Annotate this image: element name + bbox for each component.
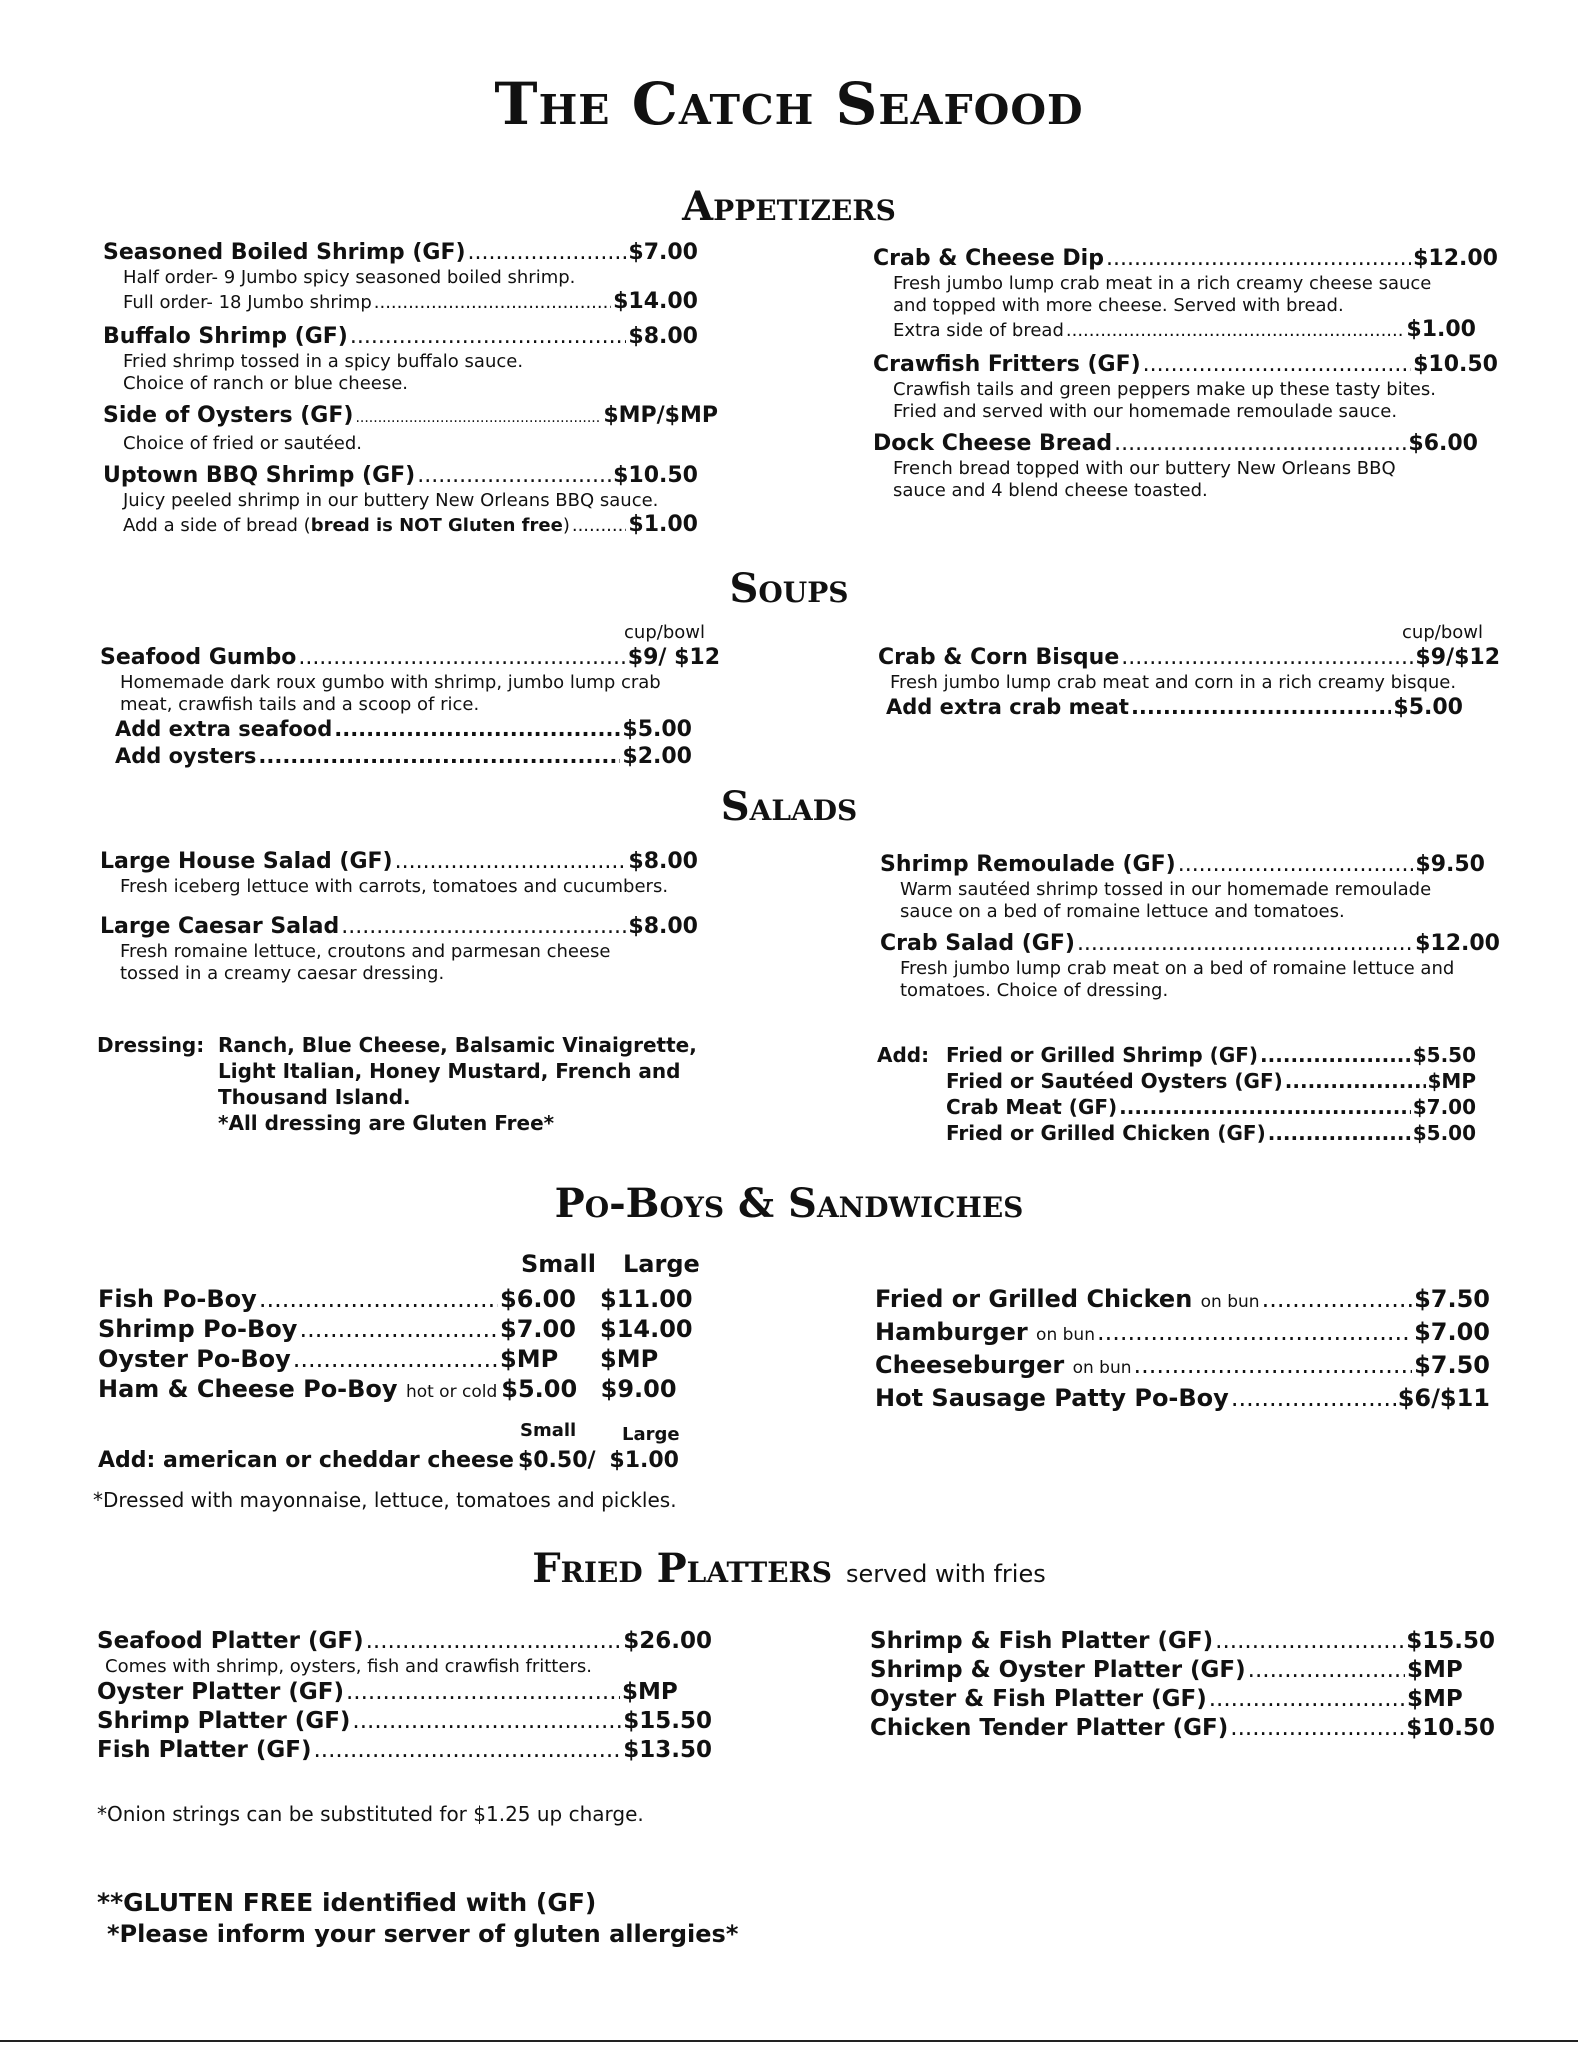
addon-price: $MP [1427, 1069, 1476, 1093]
item-price: $12.00 [1413, 246, 1498, 271]
item-description: Crawfish tails and green peppers make up these tasty bites. [893, 379, 1436, 400]
menu-item [98, 1344, 710, 1374]
gluten-free-note: **GLUTEN FREE identified with (GF) [97, 1888, 597, 1917]
item-price: $MP/$MP [603, 403, 718, 428]
section-soups-heading: Soups [729, 565, 849, 612]
item-description: Fresh jumbo lump crab meat on a bed of romaine lettuce and [900, 958, 1455, 979]
addon-name: Fried or Grilled Shrimp (GF) [946, 1043, 1259, 1067]
item-description: Juicy peeled shrimp in our buttery New Orleans BBQ sauce. [123, 490, 659, 511]
item-option-price: $1.00 [628, 512, 698, 537]
addon-name: Crab Meat (GF) [946, 1095, 1118, 1119]
salads-right-column [880, 850, 1500, 1008]
size-small-header: Small [521, 1250, 596, 1278]
item-price: $15.50 [1406, 1628, 1495, 1654]
item-price: $9/ $12 [627, 645, 720, 670]
addon-name: Fried or Grilled Chicken (GF) [946, 1121, 1266, 1145]
cup-bowl-label: cup/bowl [1402, 622, 1483, 643]
soups-left-column [100, 622, 720, 770]
item-name: Seafood Platter (GF) [97, 1628, 364, 1654]
item-name: Oyster Po-Boy [98, 1345, 291, 1373]
item-name: Hot Sausage Patty Po-Boy [875, 1384, 1229, 1412]
menu-item [98, 1284, 710, 1314]
item-description: Comes with shrimp, oysters, fish and crawfish fritters. [105, 1656, 592, 1677]
salad-add-ons [946, 1042, 1476, 1146]
item-name: Shrimp & Oyster Platter (GF) [870, 1657, 1246, 1683]
addon-price: $5.50 [1412, 1043, 1476, 1067]
platters-left-column [97, 1627, 712, 1765]
item-name: Seafood Gumbo [100, 645, 297, 670]
item-description: tomatoes. Choice of dressing. [900, 980, 1169, 1001]
item-description: sauce on a bed of romaine lettuce and tomatoes. [900, 901, 1345, 922]
item-name: Ham & Cheese Po-Boy hot or cold [98, 1375, 498, 1403]
item-option: Add oysters [115, 744, 257, 768]
item-price: $12.00 [1415, 931, 1500, 956]
item-name: Seasoned Boiled Shrimp (GF) [103, 240, 466, 265]
item-description: French bread topped with our buttery New Orleans BBQ [893, 458, 1396, 479]
item-price: $MP [622, 1679, 678, 1705]
item-price: $10.50 [1406, 1715, 1495, 1741]
allergy-note: *Please inform your server of gluten allergies* [107, 1920, 739, 1948]
item-price: $7.50 [1414, 1351, 1490, 1379]
item-price: $6/$11 [1397, 1384, 1490, 1412]
item-description: Homemade dark roux gumbo with shrimp, jumbo lump crab [120, 672, 661, 693]
item-name: Oyster & Fish Platter (GF) [870, 1686, 1207, 1712]
item-price: $9.50 [1415, 852, 1485, 877]
item-name: Crab & Corn Bisque [878, 645, 1120, 670]
menu-item [100, 847, 698, 898]
menu-item [98, 1374, 710, 1407]
salad-add-label: Add: [877, 1043, 930, 1067]
addon-price-large: $1.00 [609, 1448, 679, 1473]
cup-bowl-label: cup/bowl [624, 622, 705, 643]
addon-price: $5.00 [1412, 1121, 1476, 1145]
appetizers-right-column [873, 244, 1498, 508]
item-price-small: $5.00 [501, 1375, 578, 1403]
menu-item [103, 238, 698, 316]
platters-note: served with fries [845, 1560, 1046, 1588]
dressed-note: *Dressed with mayonnaise, lettuce, tomatoes and pickles. [93, 1488, 677, 1512]
item-price: $8.00 [628, 849, 698, 874]
item-name: Fish Po-Boy [98, 1285, 257, 1313]
cheese-addon [98, 1446, 710, 1476]
item-option-price: $5.00 [622, 717, 692, 742]
cheese-large-header: Large [622, 1424, 680, 1445]
item-price: $10.50 [613, 463, 698, 488]
item-price: $MP [1407, 1657, 1463, 1683]
section-poboys-heading: Po-Boys & Sandwiches [554, 1180, 1024, 1227]
poboys-left-column [98, 1284, 710, 1407]
menu-item [873, 244, 1498, 344]
item-name: Shrimp Platter (GF) [97, 1708, 351, 1734]
menu-item [880, 850, 1485, 923]
item-option: Add extra crab meat [886, 695, 1129, 719]
item-name: Shrimp Po-Boy [98, 1315, 298, 1343]
menu-item [880, 929, 1500, 1002]
platters-right-column [870, 1627, 1495, 1743]
item-option-price: $5.00 [1393, 695, 1463, 720]
appetizers-left-column [103, 238, 718, 545]
item-option-price: $1.00 [1406, 317, 1476, 342]
item-name: Large House Salad (GF) [100, 849, 393, 874]
section-salads-heading: Salads [720, 783, 858, 830]
item-name: Shrimp Remoulade (GF) [880, 852, 1176, 877]
item-option-price: $14.00 [613, 289, 698, 314]
item-description: Fresh jumbo lump crab meat and corn in a rich creamy bisque. [890, 672, 1457, 693]
item-price: $8.00 [628, 914, 698, 939]
item-price: $13.50 [623, 1737, 712, 1763]
dressing-label: Dressing: [97, 1033, 205, 1057]
item-description: Fresh jumbo lump crab meat in a rich creamy cheese sauce [893, 273, 1432, 294]
item-name: Shrimp & Fish Platter (GF) [870, 1628, 1214, 1654]
item-name: Oyster Platter (GF) [97, 1679, 344, 1705]
menu-title: The Catch Seafood [494, 70, 1084, 138]
item-price: $26.00 [623, 1628, 712, 1654]
addon-price: $7.00 [1412, 1095, 1476, 1119]
item-description: Choice of ranch or blue cheese. [123, 373, 409, 394]
item-name: Crab & Cheese Dip [873, 246, 1104, 271]
size-large-header: Large [623, 1250, 700, 1278]
menu-item [875, 1317, 1490, 1350]
item-name: Cheeseburger on bun [875, 1351, 1132, 1379]
item-option-price: $2.00 [622, 744, 692, 769]
menu-item [875, 1284, 1490, 1317]
poboys-right-column [875, 1284, 1490, 1413]
cheese-small-header: Small [520, 1420, 577, 1441]
item-price-small: $7.00 [500, 1315, 576, 1343]
item-price-large: $9.00 [600, 1375, 677, 1403]
section-appetizers-heading: Appetizers [682, 183, 896, 230]
menu-item [103, 461, 698, 539]
item-price: $7.00 [1414, 1318, 1490, 1346]
item-price: $MP [1407, 1686, 1463, 1712]
item-price-large: $14.00 [600, 1315, 693, 1343]
item-option: Extra side of bread [893, 320, 1064, 341]
item-name: Chicken Tender Platter (GF) [870, 1715, 1229, 1741]
item-option: Add a side of bread (bread is NOT Gluten free) [123, 515, 570, 536]
item-price: $15.50 [623, 1708, 712, 1734]
item-price: $9/$12 [1415, 645, 1500, 670]
item-price-large: $11.00 [600, 1285, 693, 1313]
menu-item [875, 1350, 1490, 1383]
item-price-small: $MP [500, 1345, 559, 1373]
item-name: Crab Salad (GF) [880, 931, 1075, 956]
item-name: Fish Platter (GF) [97, 1737, 312, 1763]
menu-item [103, 322, 698, 395]
item-description: Warm sautéed shrimp tossed in our homemade remoulade [900, 879, 1432, 900]
item-description: Fresh iceberg lettuce with carrots, tomatoes and cucumbers. [120, 876, 669, 897]
item-name: Uptown BBQ Shrimp (GF) [103, 463, 416, 488]
addon-name: Fried or Sautéed Oysters (GF) [946, 1069, 1283, 1093]
item-name: Side of Oysters (GF) [103, 403, 354, 428]
item-name: Fried or Grilled Chicken on bun [875, 1285, 1260, 1313]
item-price-large: $MP [600, 1345, 659, 1373]
salads-left-column [100, 847, 698, 991]
item-price-small: $6.00 [500, 1285, 576, 1313]
item-description: Fried shrimp tossed in a spicy buffalo sauce. [123, 351, 524, 372]
item-name: Large Caesar Salad [100, 914, 340, 939]
item-description: Fresh romaine lettuce, croutons and parmesan cheese [120, 941, 611, 962]
item-name: Buffalo Shrimp (GF) [103, 324, 348, 349]
menu-item [873, 350, 1498, 423]
item-description: and topped with more cheese. Served with bread. [893, 295, 1344, 316]
page-bottom-rule [0, 2040, 1578, 2042]
item-name: Dock Cheese Bread [873, 431, 1113, 456]
item-description: Fried and served with our homemade remoulade sauce. [893, 401, 1398, 422]
item-price: $10.50 [1413, 352, 1498, 377]
item-description: meat, crawfish tails and a scoop of rice. [120, 694, 480, 715]
dressing-list: Ranch, Blue Cheese, Balsamic Vinaigrette, Light Italian, Honey Mustard, French and Thousand Island. *All dressing are Gluten Free* [218, 1033, 697, 1135]
item-description: Choice of fried or sautéed. [123, 433, 363, 454]
item-description: Half order- 9 Jumbo spicy seasoned boiled shrimp. [123, 267, 576, 288]
item-option: Add extra seafood [115, 717, 333, 741]
item-price: $8.00 [628, 324, 698, 349]
addon-name: Add: american or cheddar cheese [98, 1448, 514, 1473]
item-description: sauce and 4 blend cheese toasted. [893, 480, 1208, 501]
item-description: tossed in a creamy caesar dressing. [120, 963, 445, 984]
item-price: $7.50 [1414, 1285, 1490, 1313]
onion-note: *Onion strings can be substituted for $1.25 up charge. [97, 1802, 644, 1826]
menu-item [873, 429, 1498, 502]
menu-item [98, 1314, 710, 1344]
addon-price-small: $0.50/ [517, 1448, 596, 1473]
item-price: $6.00 [1408, 431, 1478, 456]
soups-right-column [878, 622, 1500, 721]
item-option: Full order- 18 Jumbo shrimp [123, 292, 372, 313]
menu-item [103, 401, 718, 455]
menu-item [100, 912, 698, 985]
menu-item [875, 1383, 1490, 1413]
item-name: Hamburger on bun [875, 1318, 1095, 1346]
section-platters-heading: Fried Platters served with fries [532, 1545, 1046, 1592]
item-price: $7.00 [628, 240, 698, 265]
item-name: Crawfish Fritters (GF) [873, 352, 1141, 377]
